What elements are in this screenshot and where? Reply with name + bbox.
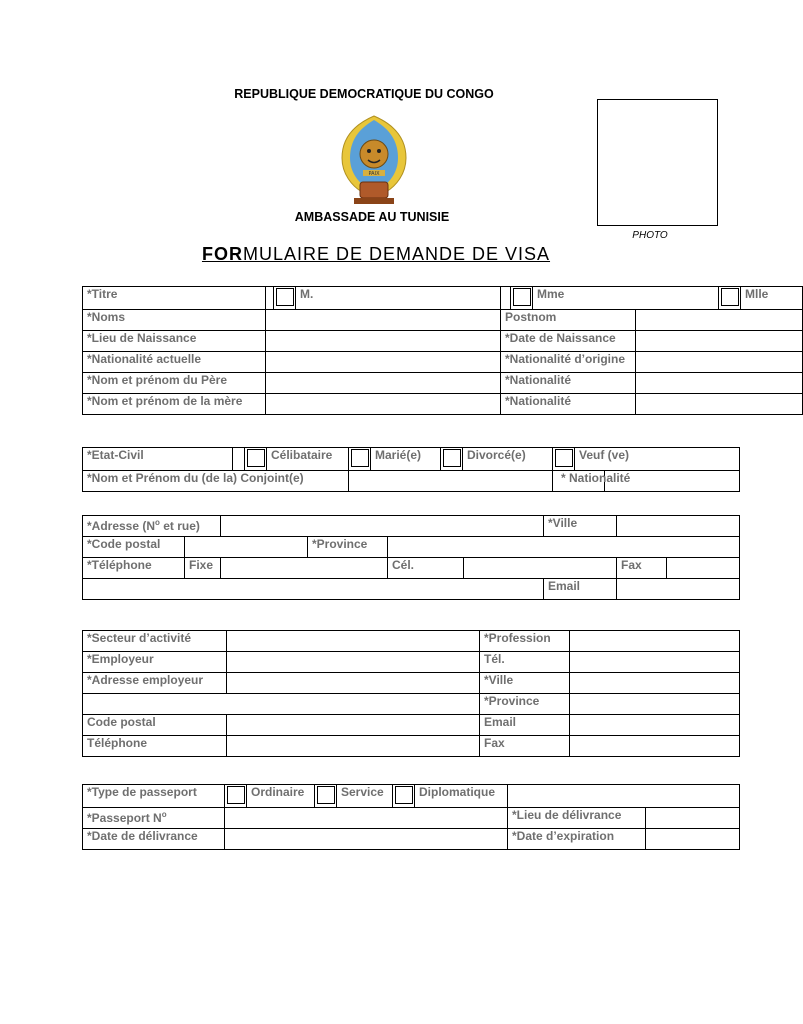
- employeur-code-postal-label: Code postal: [83, 715, 227, 736]
- nationalite-actuelle-field[interactable]: [266, 352, 501, 373]
- date-delivrance-label: *Date de délivrance: [83, 829, 225, 850]
- fax-label: Fax: [617, 558, 667, 579]
- employeur-email-field[interactable]: [570, 715, 740, 736]
- secteur-label: *Secteur d’activité: [83, 631, 227, 652]
- profession-label: *Profession: [480, 631, 570, 652]
- date-expiration-label: *Date d’expiration: [508, 829, 646, 850]
- form-title-rest: MULAIRE DE DEMANDE DE VISA: [242, 244, 551, 264]
- nationalite-origine-field[interactable]: [636, 352, 803, 373]
- fixe-label: Fixe: [185, 558, 221, 579]
- photo-label: PHOTO: [632, 230, 668, 241]
- titre-label: *Titre: [83, 287, 266, 310]
- date-delivrance-field[interactable]: [225, 829, 508, 850]
- diplomatique-label: Diplomatique: [415, 785, 508, 808]
- nom-pere-label: *Nom et prénom du Père: [83, 373, 266, 394]
- conjoint-field[interactable]: [349, 471, 553, 492]
- nom-mere-label: *Nom et prénom de la mère: [83, 394, 266, 415]
- nationalite-actuelle-label: *Nationalité actuelle: [83, 352, 266, 373]
- employeur-code-postal-field[interactable]: [227, 715, 480, 736]
- service-checkbox[interactable]: [317, 786, 335, 804]
- crest-text: PAIX: [368, 171, 380, 177]
- embassy-heading: AMBASSADE AU TUNISIE: [294, 210, 450, 224]
- lieu-naissance-field[interactable]: [266, 331, 501, 352]
- nationalite-pere-label: *Nationalité: [501, 373, 636, 394]
- type-passeport-spacer: [508, 785, 740, 808]
- nationalite-mere-field[interactable]: [636, 394, 803, 415]
- employeur-fax-label: Fax: [480, 736, 570, 757]
- passeport-numero-label: [83, 808, 225, 829]
- ville-field[interactable]: [617, 516, 740, 537]
- employeur-telephone-label: Téléphone: [83, 736, 227, 757]
- adresse-label-start: *Adresse (N: [87, 519, 156, 533]
- adresse-employeur-field-2[interactable]: [83, 694, 480, 715]
- type-passeport-label: *Type de passeport: [83, 785, 225, 808]
- identity-table: [82, 286, 803, 415]
- titre-mlle-checkbox[interactable]: [721, 288, 739, 306]
- employment-table: [82, 630, 740, 757]
- adresse-label-end: et rue): [159, 519, 200, 533]
- employeur-ville-field[interactable]: [570, 673, 740, 694]
- civil-status-table: [82, 447, 740, 492]
- employeur-tel-field[interactable]: [570, 652, 740, 673]
- postnom-label: Postnom: [501, 310, 636, 331]
- adresse-field[interactable]: [221, 516, 544, 537]
- adresse-employeur-label: *Adresse employeur: [83, 673, 227, 694]
- noms-field[interactable]: [266, 310, 501, 331]
- conjoint-nationalite-label: * Nationalité: [553, 471, 605, 492]
- employeur-fax-field[interactable]: [570, 736, 740, 757]
- passeport-numero-text: *Passeport N: [87, 811, 162, 825]
- address-table: [82, 515, 740, 600]
- celibataire-label: Célibataire: [267, 448, 349, 471]
- employeur-telephone-field[interactable]: [227, 736, 480, 757]
- province-label: *Province: [308, 537, 388, 558]
- marie-label: Marié(e): [371, 448, 441, 471]
- passeport-numero-field[interactable]: [225, 808, 508, 829]
- conjoint-label: *Nom et Prénom du (de la) Conjoint(e): [83, 471, 349, 492]
- lieu-delivrance-field[interactable]: [646, 808, 740, 829]
- secteur-field[interactable]: [227, 631, 480, 652]
- coat-of-arms-logo: [334, 112, 414, 208]
- passeport-numero-sup: o: [161, 810, 167, 819]
- form-title: [0, 244, 752, 265]
- fixe-field[interactable]: [221, 558, 388, 579]
- republic-heading: REPUBLIQUE DEMOCRATIQUE DU CONGO: [234, 87, 494, 101]
- nationalite-pere-field[interactable]: [636, 373, 803, 394]
- profession-field[interactable]: [570, 631, 740, 652]
- celibataire-checkbox[interactable]: [247, 449, 265, 467]
- employeur-province-field[interactable]: [570, 694, 740, 715]
- titre-mlle-label: Mlle: [741, 287, 803, 310]
- employeur-field[interactable]: [227, 652, 480, 673]
- cel-field[interactable]: [464, 558, 617, 579]
- date-expiration-field[interactable]: [646, 829, 740, 850]
- adresse-employeur-field[interactable]: [227, 673, 480, 694]
- marie-checkbox[interactable]: [351, 449, 369, 467]
- photo-box[interactable]: [597, 99, 718, 226]
- divorce-label: Divorcé(e): [463, 448, 553, 471]
- employeur-ville-label: *Ville: [480, 673, 570, 694]
- ordinaire-checkbox[interactable]: [227, 786, 245, 804]
- province-field[interactable]: [388, 537, 740, 558]
- passport-table: [82, 784, 740, 850]
- date-naissance-field[interactable]: [636, 331, 803, 352]
- titre-m-checkbox[interactable]: [276, 288, 294, 306]
- email-field[interactable]: [617, 579, 740, 600]
- email-spacer: [83, 579, 544, 600]
- etat-civil-label: *Etat-Civil: [83, 448, 233, 471]
- lieu-naissance-label: *Lieu de Naissance: [83, 331, 266, 352]
- divorce-checkbox[interactable]: [443, 449, 461, 467]
- employeur-label: *Employeur: [83, 652, 227, 673]
- form-title-bold: FOR: [201, 244, 243, 264]
- employeur-email-label: Email: [480, 715, 570, 736]
- ville-label: *Ville: [544, 516, 617, 537]
- titre-m-label: M.: [296, 287, 501, 310]
- nationalite-mere-label: *Nationalité: [501, 394, 636, 415]
- ordinaire-label: Ordinaire: [247, 785, 315, 808]
- email-label: Email: [544, 579, 617, 600]
- postnom-field[interactable]: [636, 310, 803, 331]
- service-label: Service: [337, 785, 393, 808]
- titre-mme-checkbox[interactable]: [513, 288, 531, 306]
- telephone-label: *Téléphone: [83, 558, 185, 579]
- veuf-label: Veuf (ve): [575, 448, 740, 471]
- date-naissance-label: *Date de Naissance: [501, 331, 636, 352]
- lieu-delivrance-label: *Lieu de délivrance: [508, 808, 646, 829]
- employeur-tel-label: Tél.: [480, 652, 570, 673]
- cel-label: Cél.: [388, 558, 464, 579]
- titre-mme-label: Mme: [533, 287, 719, 310]
- adresse-label: [83, 516, 221, 537]
- diplomatique-checkbox[interactable]: [395, 786, 413, 804]
- nom-pere-field[interactable]: [266, 373, 501, 394]
- adresse-label-sup: o: [155, 518, 160, 527]
- code-postal-field[interactable]: [185, 537, 308, 558]
- nom-mere-field[interactable]: [266, 394, 501, 415]
- noms-label: *Noms: [83, 310, 266, 331]
- veuf-checkbox[interactable]: [555, 449, 573, 467]
- code-postal-label: *Code postal: [83, 537, 185, 558]
- employeur-province-label: *Province: [480, 694, 570, 715]
- fax-field[interactable]: [667, 558, 740, 579]
- nationalite-origine-label: *Nationalité d’origine: [501, 352, 636, 373]
